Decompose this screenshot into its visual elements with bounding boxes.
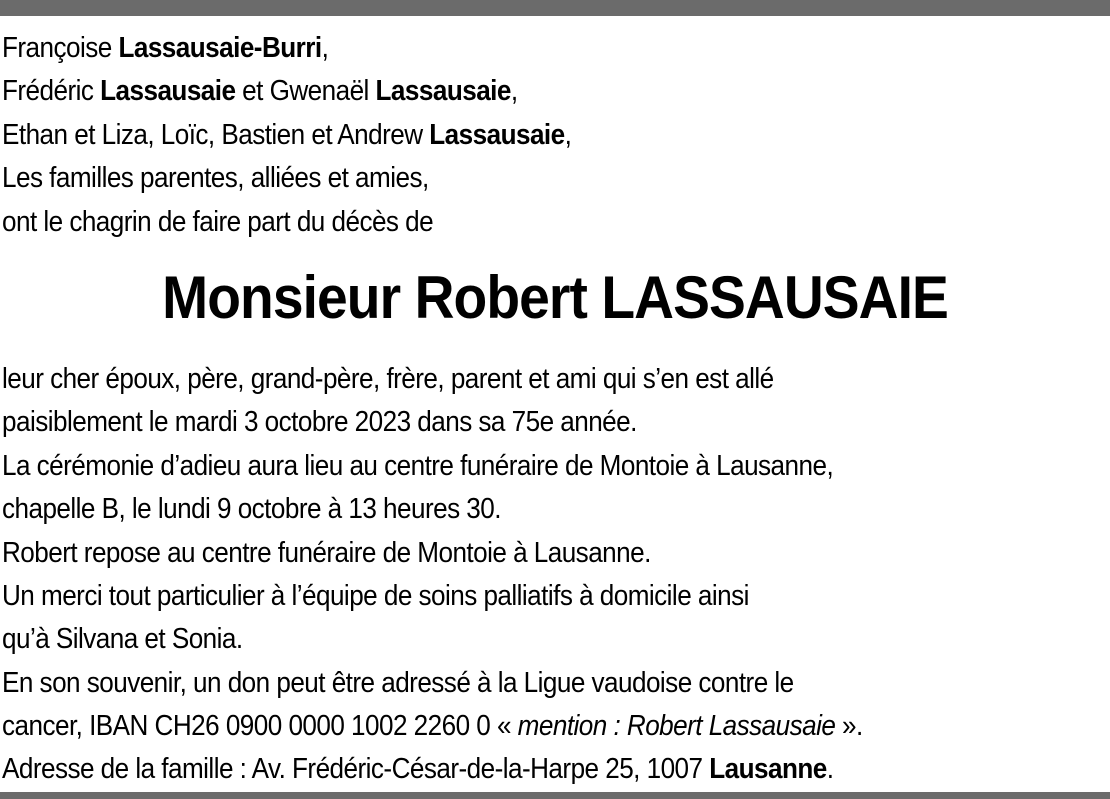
body-line-3: La cérémonie d’adieu aura lieu au centre funéraire de Montoie à Lausanne, — [2, 449, 834, 482]
family-line-2: Frédéric Lassausaie et Gwenaël Lassausaie, — [2, 75, 518, 108]
body-line-1: leur cher époux, père, grand-père, frère, parent et ami qui s’en est allé — [2, 362, 774, 395]
family-line-4: Les familles parentes, alliées et amies, — [2, 162, 429, 195]
family-line-1: Françoise Lassausaie-Burri, — [2, 32, 329, 64]
body-line-4: chapelle B, le lundi 9 octobre à 13 heures 30. — [2, 493, 501, 526]
body-line-6: Un merci tout particulier à l’équipe de soins palliatifs à domicile ainsi — [2, 579, 749, 612]
family-line-5: ont le chagrin de faire part du décès de — [2, 205, 434, 238]
body-line-2: paisiblement le mardi 3 octobre 2023 dans sa 75e année. — [2, 406, 637, 439]
obituary-notice — [2, 27, 1108, 792]
body-line-7: qu’à Silvana et Sonia. — [2, 623, 243, 656]
bottom-rule — [0, 792, 1110, 799]
top-rule — [0, 0, 1110, 16]
address-line: Adresse de la famille : Av. Frédéric-César-de-la-Harpe 25, 1007 Lausanne. — [2, 753, 834, 786]
deceased-name: Monsieur Robert LASSAUSAIE — [162, 263, 948, 331]
body-line-5: Robert repose au centre funéraire de Montoie à Lausanne. — [2, 536, 651, 569]
family-line-3: Ethan et Liza, Loïc, Bastien et Andrew Lassausaie, — [2, 118, 572, 151]
body-line-8: En son souvenir, un don peut être adressé à la Ligue vaudoise contre le — [2, 666, 794, 699]
iban-line: cancer, IBAN CH26 0900 0000 1002 2260 0 « mention : Robert Lassausaie ». — [2, 710, 863, 743]
